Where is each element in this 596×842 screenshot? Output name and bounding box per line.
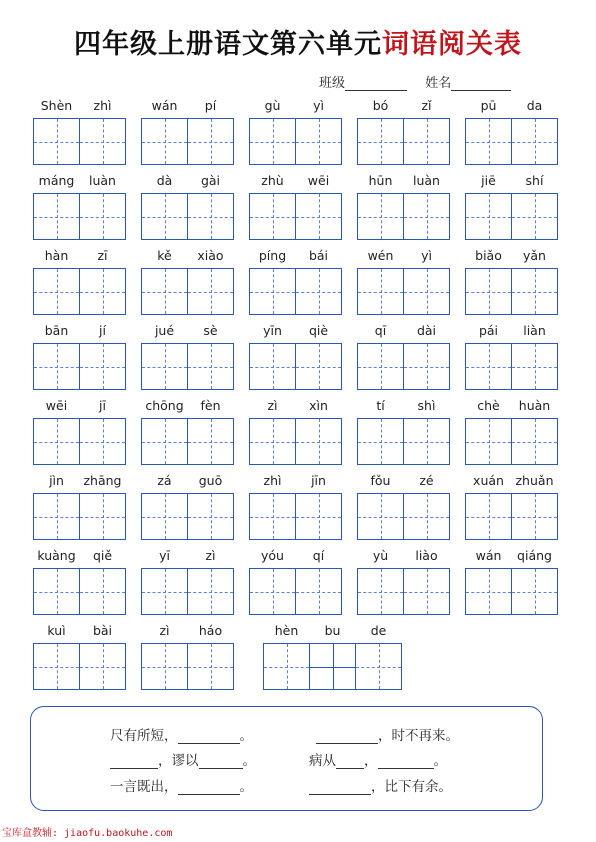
pinyin-label: jiē — [481, 173, 496, 188]
idiom-box — [30, 706, 543, 811]
pinyin-label: bài — [92, 623, 113, 638]
word-box — [141, 193, 233, 240]
pinyin-label: háo — [198, 623, 223, 638]
word-box — [33, 268, 125, 315]
word-box — [357, 343, 449, 390]
word-box — [33, 418, 125, 465]
pinyin-label: pí — [204, 98, 217, 113]
writing-cell[interactable] — [33, 118, 80, 165]
pinyin-label: luàn — [89, 173, 116, 188]
writing-cell[interactable] — [187, 268, 234, 315]
pinyin-label: qī — [374, 323, 387, 338]
writing-cell[interactable] — [465, 343, 512, 390]
word-box — [357, 118, 449, 165]
pinyin-label: zhāng — [83, 473, 122, 488]
writing-cell[interactable] — [357, 268, 404, 315]
writing-cell[interactable] — [249, 418, 296, 465]
word-box — [357, 193, 449, 240]
pinyin-label: kě — [157, 248, 172, 263]
writing-cell[interactable] — [295, 118, 342, 165]
word-box — [357, 493, 449, 540]
pinyin-label: hūn — [368, 173, 393, 188]
writing-cell[interactable] — [141, 118, 188, 165]
writing-cell[interactable] — [465, 493, 512, 540]
writing-cell[interactable] — [511, 118, 558, 165]
pinyin-label: liàn — [523, 323, 546, 338]
idiom-2: ，时不再来。 — [316, 724, 459, 744]
writing-cell[interactable] — [403, 193, 450, 240]
word-box — [465, 268, 557, 315]
word-box — [249, 193, 341, 240]
writing-cell[interactable] — [511, 493, 558, 540]
footer-source: 宝库盒教辅: jiaofu.baokuhe.com — [2, 828, 173, 839]
idiom-1: 尺有所短， 。 — [110, 728, 253, 744]
name-blank[interactable] — [451, 76, 511, 91]
word-box — [249, 118, 341, 165]
writing-cell[interactable] — [511, 343, 558, 390]
pinyin-label: jī — [99, 398, 106, 413]
idiom-5: 一言既出， 。 — [110, 779, 253, 795]
word-box — [33, 493, 125, 540]
writing-cell[interactable] — [33, 418, 80, 465]
writing-cell[interactable] — [187, 568, 234, 615]
pinyin-label: zhù — [261, 173, 284, 188]
pinyin-label: jīn — [311, 473, 326, 488]
class-label: 班级 — [319, 76, 346, 91]
idiom-3-blank-b[interactable] — [199, 754, 243, 769]
writing-cell[interactable] — [249, 268, 296, 315]
writing-cell[interactable] — [465, 118, 512, 165]
word-box — [33, 193, 125, 240]
idiom-6: ，比下有余。 — [309, 775, 452, 795]
writing-cell[interactable] — [141, 643, 188, 690]
writing-cell[interactable] — [141, 418, 188, 465]
writing-cell[interactable] — [295, 568, 342, 615]
pinyin-label: gù — [264, 98, 281, 113]
word-box — [263, 643, 401, 690]
writing-cell[interactable] — [357, 343, 404, 390]
word-box — [465, 343, 557, 390]
writing-cell[interactable] — [141, 493, 188, 540]
pinyin-label: chè — [477, 398, 500, 413]
word-box — [33, 343, 125, 390]
pinyin-label: xìn — [309, 398, 328, 413]
word-box — [141, 118, 233, 165]
idiom-4-blank-b[interactable] — [378, 754, 434, 769]
writing-cell[interactable] — [33, 268, 80, 315]
writing-cell[interactable] — [79, 643, 126, 690]
class-name-line — [319, 72, 511, 91]
writing-cell[interactable] — [79, 493, 126, 540]
writing-cell[interactable] — [357, 118, 404, 165]
writing-cell[interactable] — [263, 643, 310, 690]
word-box — [33, 643, 125, 690]
class-blank[interactable] — [345, 76, 407, 91]
idiom-3: ，谬以 。 — [110, 749, 256, 769]
pinyin-label: zì — [267, 398, 278, 413]
pinyin-label: shí — [525, 173, 544, 188]
pinyin-label: da — [526, 98, 543, 113]
writing-cell[interactable] — [249, 118, 296, 165]
writing-cell[interactable] — [357, 418, 404, 465]
pinyin-label: qiě — [92, 548, 113, 563]
writing-cell[interactable] — [511, 268, 558, 315]
pinyin-label: zì — [205, 548, 216, 563]
writing-cell[interactable] — [187, 118, 234, 165]
pinyin-label: yì — [313, 98, 324, 113]
writing-cell[interactable] — [403, 418, 450, 465]
title-main: 四年级上册语文第六单元 — [74, 29, 382, 60]
pinyin-label: xuán — [473, 473, 504, 488]
writing-cell[interactable] — [249, 343, 296, 390]
pinyin-label: jí — [99, 323, 106, 338]
word-box — [465, 118, 557, 165]
pinyin-label: zǐ — [421, 98, 432, 113]
pinyin-label: bái — [308, 248, 329, 263]
word-box — [33, 118, 125, 165]
name-label: 姓名 — [425, 76, 452, 91]
writing-cell[interactable] — [403, 118, 450, 165]
writing-cell[interactable] — [249, 568, 296, 615]
pinyin-label: máng — [38, 173, 75, 188]
pinyin-label: zé — [419, 473, 434, 488]
word-box — [141, 343, 233, 390]
pinyin-label: yī — [159, 548, 170, 563]
word-box — [141, 493, 233, 540]
idiom-5-blank[interactable] — [178, 780, 240, 795]
pinyin-label: yóu — [261, 548, 284, 563]
writing-cell[interactable] — [33, 343, 80, 390]
idiom-1-blank[interactable] — [178, 729, 240, 744]
pinyin-label: hàn — [44, 248, 69, 263]
writing-cell[interactable] — [295, 418, 342, 465]
page-title — [0, 22, 596, 61]
word-box — [465, 493, 557, 540]
word-box — [141, 568, 233, 615]
pinyin-label: bó — [372, 98, 389, 113]
title-highlight: 词语阅关表 — [382, 29, 522, 60]
pinyin-label: biǎo — [475, 248, 502, 263]
pinyin-label: kuàng — [37, 548, 76, 563]
writing-cell[interactable] — [187, 343, 234, 390]
word-box — [357, 568, 449, 615]
writing-cell[interactable] — [355, 643, 402, 690]
pinyin-label: bān — [44, 323, 69, 338]
writing-cell[interactable] — [295, 193, 342, 240]
pinyin-label: píng — [258, 248, 287, 263]
word-box — [249, 268, 341, 315]
writing-cell[interactable] — [249, 193, 296, 240]
pinyin-label: dà — [156, 173, 173, 188]
pinyin-label: zhuǎn — [515, 473, 554, 488]
pinyin-label: gài — [200, 173, 221, 188]
writing-cell[interactable] — [79, 568, 126, 615]
idiom-2-blank[interactable] — [316, 729, 378, 744]
writing-cell[interactable] — [79, 343, 126, 390]
pinyin-label: wēi — [45, 398, 68, 413]
pinyin-label: jué — [154, 323, 175, 338]
writing-cell[interactable] — [187, 493, 234, 540]
word-box — [141, 418, 233, 465]
writing-cell[interactable] — [357, 193, 404, 240]
writing-cell[interactable] — [79, 268, 126, 315]
pinyin-label: jìn — [49, 473, 64, 488]
writing-cell[interactable] — [295, 343, 342, 390]
pinyin-label: zhì — [93, 98, 112, 113]
writing-cell[interactable] — [357, 493, 404, 540]
writing-cell[interactable] — [141, 568, 188, 615]
writing-cell[interactable] — [465, 418, 512, 465]
pinyin-label: yǎn — [523, 248, 546, 263]
word-box — [357, 418, 449, 465]
word-box — [465, 568, 557, 615]
writing-cell[interactable] — [511, 193, 558, 240]
pinyin-label: liào — [415, 548, 438, 563]
idiom-4-blank-a[interactable] — [336, 754, 364, 769]
writing-cell[interactable] — [403, 493, 450, 540]
word-box — [249, 568, 341, 615]
pinyin-label: fèn — [200, 398, 221, 413]
writing-cell[interactable] — [187, 643, 234, 690]
writing-cell[interactable] — [33, 643, 80, 690]
writing-cell[interactable] — [403, 343, 450, 390]
word-box — [249, 493, 341, 540]
pinyin-label: qiè — [308, 323, 329, 338]
pinyin-label: wén — [367, 248, 394, 263]
pinyin-label: pū — [480, 98, 497, 113]
writing-cell[interactable] — [465, 568, 512, 615]
writing-cell[interactable] — [187, 193, 234, 240]
pinyin-label: yīn — [263, 323, 282, 338]
writing-cell[interactable] — [465, 193, 512, 240]
word-box — [249, 343, 341, 390]
writing-cell[interactable] — [79, 193, 126, 240]
pinyin-label: fǒu — [370, 473, 391, 488]
writing-cell[interactable] — [33, 568, 80, 615]
pinyin-label: wán — [475, 548, 502, 563]
writing-cell[interactable] — [187, 418, 234, 465]
word-box — [465, 418, 557, 465]
pinyin-label: guō — [198, 473, 223, 488]
pinyin-label: de — [370, 623, 387, 638]
pinyin-label: pái — [478, 323, 499, 338]
pinyin-label: xiào — [197, 248, 224, 263]
pinyin-label: luàn — [413, 173, 440, 188]
pinyin-label: zá — [157, 473, 172, 488]
pinyin-label: qiáng — [517, 548, 552, 563]
idiom-6-blank[interactable] — [309, 780, 371, 795]
writing-cell[interactable] — [511, 418, 558, 465]
word-box — [249, 418, 341, 465]
writing-cell[interactable] — [295, 268, 342, 315]
pinyin-label: zì — [159, 623, 170, 638]
pinyin-label: hèn — [274, 623, 299, 638]
pinyin-label: dài — [416, 323, 437, 338]
pinyin-label: wēi — [307, 173, 330, 188]
writing-cell[interactable] — [465, 268, 512, 315]
idiom-3-blank-a[interactable] — [110, 754, 158, 769]
pinyin-label: zhì — [263, 473, 282, 488]
pinyin-label: Shèn — [40, 98, 73, 113]
pinyin-label: zī — [97, 248, 108, 263]
pinyin-label: bu — [324, 623, 341, 638]
pinyin-label: huàn — [518, 398, 551, 413]
writing-cell[interactable] — [79, 418, 126, 465]
word-box — [141, 268, 233, 315]
writing-cell[interactable] — [141, 268, 188, 315]
writing-cell[interactable] — [403, 268, 450, 315]
writing-cell[interactable] — [403, 568, 450, 615]
pinyin-label: yì — [421, 248, 432, 263]
pinyin-label: chōng — [145, 398, 184, 413]
writing-cell[interactable] — [33, 493, 80, 540]
pinyin-label: wán — [151, 98, 178, 113]
word-box — [465, 193, 557, 240]
writing-cell[interactable] — [79, 118, 126, 165]
writing-cell[interactable] — [33, 193, 80, 240]
writing-cell[interactable] — [141, 343, 188, 390]
idiom-4: 病从 ， 。 — [309, 753, 447, 769]
word-box — [141, 643, 233, 690]
pinyin-label: kuì — [47, 623, 66, 638]
pinyin-label: yù — [372, 548, 389, 563]
pinyin-label: qí — [312, 548, 325, 563]
writing-cell[interactable] — [511, 568, 558, 615]
writing-cell[interactable] — [357, 568, 404, 615]
pinyin-label: sè — [203, 323, 218, 338]
word-box — [357, 268, 449, 315]
word-box — [33, 568, 125, 615]
writing-cell[interactable] — [295, 493, 342, 540]
writing-cell[interactable] — [309, 643, 356, 690]
pinyin-label: tí — [376, 398, 385, 413]
writing-cell[interactable] — [249, 493, 296, 540]
pinyin-label: shì — [417, 398, 436, 413]
writing-cell[interactable] — [141, 193, 188, 240]
